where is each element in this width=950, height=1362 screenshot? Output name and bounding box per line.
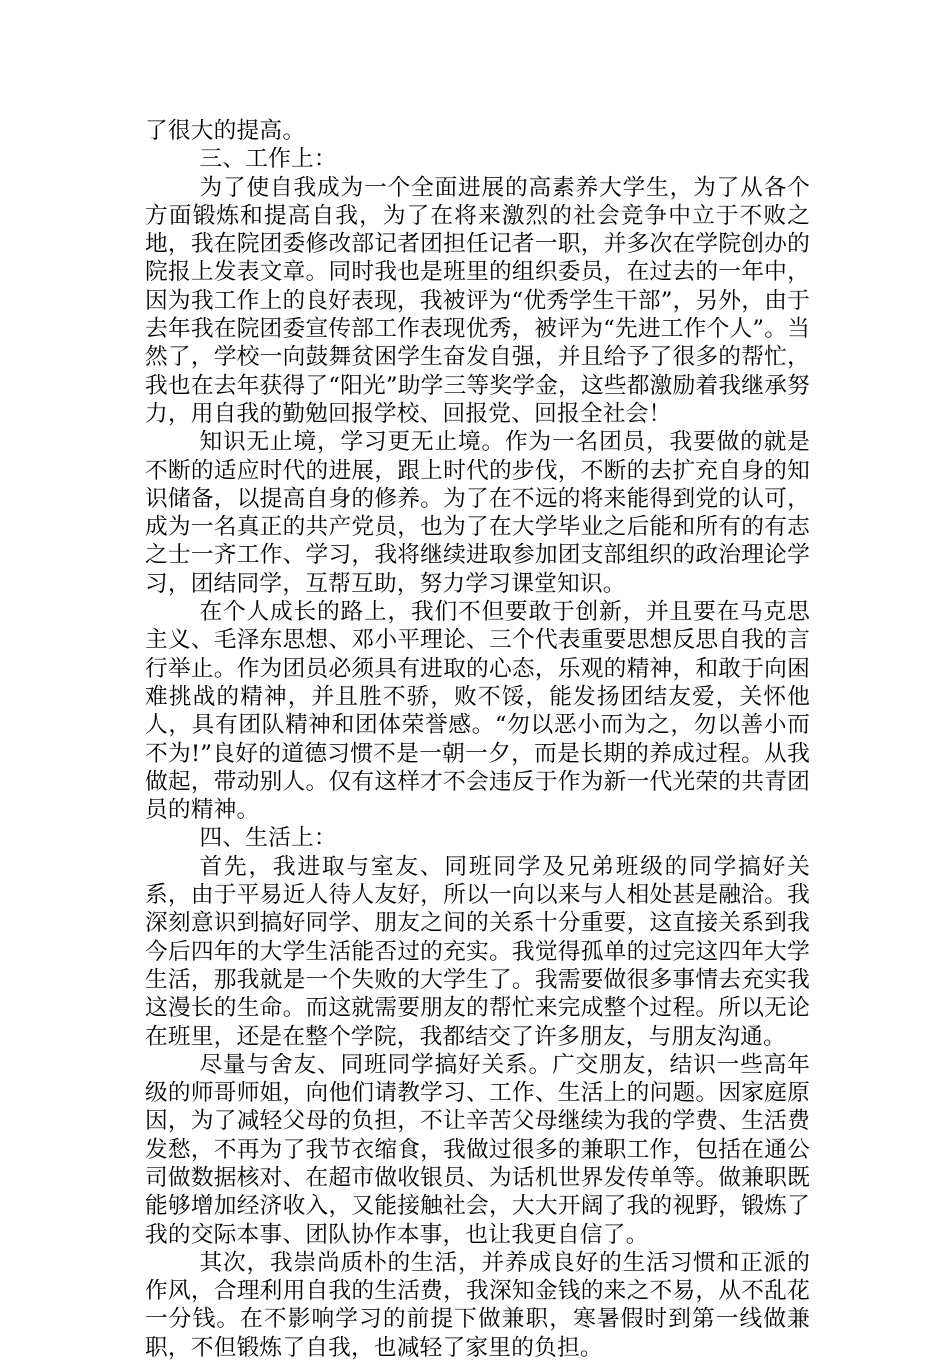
paragraph-life-2: 尽量与舍友、同班同学搞好关系。广交朋友，结识一些高年级的师哥师姐，向他们请教学习、工作、生活上的问题。因家庭原因，为了减轻父母的负担，不让辛苦父母继续为我的学费、生活费发愁，不再为了我节衣缩食，我做过很多的兼职工作，包括在通公司做数据核对、在超市做收银员、为话机世界发传单等。做兼职既能够增加经济收入，又能接触社会，大大开阔了我的视野，锻炼了我的交际本事、团队协作本事，也让我更自信了。 bbox=[145, 1051, 810, 1248]
paragraph-life-1: 首先，我进取与室友、同班同学及兄弟班级的同学搞好关系，由于平易近人待人友好，所以一向以来与人相处甚是融洽。我深刻意识到搞好同学、朋友之间的关系十分重要，这直接关系到我今后四年的大学生活能否过的充实。我觉得孤单的过完这四年大学生活，那我就是一个失败的大学生了。我需要做很多事情去充实我这漫长的生命。而这就需要朋友的帮忙来完成整个过程。所以无论在班里，还是在整个学院，我都结交了许多朋友，与朋友沟通。 bbox=[145, 853, 810, 1050]
document-page bbox=[145, 117, 810, 1362]
paragraph-life-3: 其次，我崇尚质朴的生活，并养成良好的生活习惯和正派的作风，合理利用自我的生活费，我深知金钱的来之不易，从不乱花一分钱。在不影响学习的前提下做兼职，寒暑假时到第一线做兼职，不但锻炼了自我，也减轻了家里的负担。 bbox=[145, 1249, 810, 1361]
paragraph-work-3: 在个人成长的路上，我们不但要敢于创新，并且要在马克思主义、毛泽东思想、邓小平理论、三个代表重要思想反思自我的言行举止。作为团员必须具有进取的心态，乐观的精神，和敢于向困难挑战的精神，并且胜不骄，败不馁，能发扬团结友爱，关怀他人，具有团队精神和团体荣誉感。“勿以恶小而为之，勿以善小而不为!”良好的道德习惯不是一朝一夕，而是长期的养成过程。从我做起，带动别人。仅有这样才不会违反于作为新一代光荣的共青团员的精神。 bbox=[145, 599, 810, 824]
paragraph-work-2: 知识无止境，学习更无止境。作为一名团员，我要做的就是不断的适应时代的进展，跟上时代的步伐，不断的去扩充自身的知识储备，以提高自身的修养。为了在不远的将来能得到党的认可，成为一名真正的共产党员，也为了在大学毕业之后能和所有的有志之士一齐工作、学习，我将继续进取参加团支部组织的政治理论学习，团结同学，互帮互助，努力学习课堂知识。 bbox=[145, 429, 810, 597]
paragraph-work-1: 为了使自我成为一个全面进展的高素养大学生，为了从各个方面锻炼和提高自我，为了在将来激烈的社会竞争中立于不败之地，我在院团委修改部记者团担任记者一职，并多次在学院创办的院报上发表文章。同时我也是班里的组织委员，在过去的一年中，因为我工作上的良好表现，我被评为“优秀学生干部”，另外，由于去年我在院团委宣传部工作表现优秀，被评为“先进工作个人”。当然了，学校一向鼓舞贫困学生奋发自强，并且给予了很多的帮忙，我也在去年获得了“阳光”助学三等奖学金，这些都激励着我继承努力，用自我的勤勉回报学校、回报党、回报全社会！ bbox=[145, 174, 810, 427]
section-heading-life: 四、生活上： bbox=[199, 825, 337, 852]
section-heading-work: 三、工作上： bbox=[199, 146, 337, 173]
paragraph-continuation: 了很大的提高。 bbox=[145, 118, 306, 144]
